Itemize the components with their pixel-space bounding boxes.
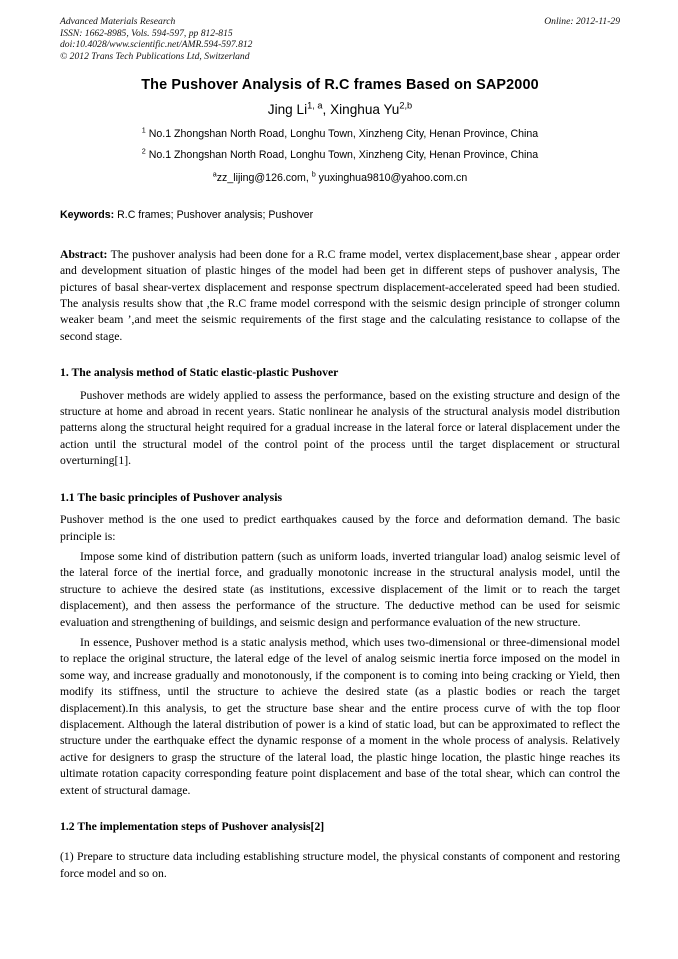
- keywords-line: [60, 208, 620, 223]
- journal-issn-line: ISSN: 1662-8985, Vols. 594-597, pp 812-815: [60, 27, 233, 39]
- page-title: The Pushover Analysis of R.C frames Based on SAP2000: [141, 76, 539, 93]
- section-1-2-paragraph-1: (1) Prepare to structure data including establishing structure model, the physical constants of component and restoring force model and so on.: [60, 850, 620, 880]
- journal-doi-line: doi:10.4028/www.scientific.net/AMR.594-597.812: [60, 39, 253, 51]
- keywords-label: Keywords:: [60, 208, 115, 221]
- abstract-text: The pushover analysis had been done for a R.C frame model, vertex displacement,base shear , appear order and development situation of plastic hinges of the model had been get in different steps of pushover analysis, The pictures of basal shear-vertex displacement and response spectrum displacement-accelerated speed had been studied. The analysis results show that ,the R.C frame model correspond with the seismic design principle of stronger column weaker beam ’,and meet the seismic requirements of the first stage and the calculating resistance to collapse of the second stage.: [60, 247, 620, 343]
- journal-header-left: [60, 16, 480, 63]
- affiliation-1: [60, 126, 620, 142]
- section-1-2-heading: [60, 819, 620, 835]
- author-emails: [60, 170, 620, 186]
- section-1-1-paragraph-1: Pushover method is the one used to predict earthquakes caused by the force and deformation demand. The basic principle is:: [60, 513, 620, 543]
- affiliation-2-text: No.1 Zhongshan North Road, Longhu Town, Xinzheng City, Henan Province, China: [145, 148, 539, 161]
- abstract-block: [60, 247, 620, 345]
- section-1-heading: 1. The analysis method of Static elastic-plastic Pushover: [60, 366, 339, 380]
- affiliation-2-marker: 2: [141, 146, 146, 156]
- author-1-name: Jing Li: [267, 101, 308, 117]
- section-1-1-paragraph-3: In essence, Pushover method is a static analysis method, which uses two-dimensional or three-dimensional model to replace the original structure, the lateral edge of the level of analog seismic inertia force imposed on the model in some way, and increase gradually and monotonously, if the component is to coming into being cracking or Yield, then modify its stiffness, until the structure to achieve the desired state (as a plastic bodies or reach the target displacement).In this analysis, to get the structure base shear and the entire process curve of with the top floor displacement. Although the lateral distribution of power is a kind of static load, but can be approximated to reflect the structure under the earthquake effect the dynamic response of a moment in the whole process of analysis. Relatively active for designers to grasp the structure of the lateral load, the plastic hinge location, the plastic hinge reaches its ultimate rotation capacity corresponding feature point displacement and base of the total shear, which can control the extent of structural damage.: [60, 635, 620, 797]
- journal-header: [60, 16, 620, 63]
- section-1-1-paragraph-2: Impose some kind of distribution pattern (such as uniform loads, inverted triangular load) analog seismic level of the lateral force of the inertial force, and gradually monotonic increase in the structural analysis model, until the structure to achieve the desired state (as institutions, excessive displacement of the limit or to reach the target displacement), and then assess the performance of the structure. The deductive method can be used for seismic evaluation and strengthening of buildings, and seismic design and performance evaluation of the new structure.: [60, 549, 620, 629]
- email-b-marker: b: [311, 169, 316, 179]
- author-1-superscript: 1, a: [307, 100, 323, 111]
- section-1-1-heading: 1.1 The basic principles of Pushover analysis: [60, 490, 282, 504]
- email-author-2: yuxinghua9810@yahoo.com.cn: [315, 171, 468, 184]
- author-separator: ,: [322, 101, 331, 117]
- section-1-2-heading-text: 1.2 The implementation steps of Pushover analysis: [60, 820, 311, 833]
- section-1-paragraph-1: Pushover methods are widely applied to assess the performance, based on the existing structure and design of the structure at home and abroad in recent years. Static nonlinear he analysis of the structural analysis model distribution patterns along the structural height required for a gradual increase in the lateral force or lateral displacement under the action until the structural model of the control point of the process until the target displacement or structural overturning[1].: [60, 388, 620, 468]
- author-2-superscript: 2,b: [399, 100, 413, 111]
- affiliation-1-marker: 1: [141, 125, 146, 135]
- keywords-value: R.C frames; Pushover analysis; Pushover: [114, 208, 314, 221]
- journal-name: Advanced Materials Research: [60, 16, 176, 27]
- journal-copyright-line: © 2012 Trans Tech Publications Ltd, Switzerland: [60, 51, 250, 63]
- author-list: [60, 101, 620, 119]
- affiliation-2: [60, 147, 620, 163]
- author-2-name: Xinghua Yu: [330, 101, 400, 117]
- abstract-label: Abstract:: [60, 247, 108, 261]
- section-1-2-reference: [2]: [310, 820, 325, 833]
- online-publication-date: Online: 2012-11-29: [544, 16, 620, 27]
- email-a-marker: a: [212, 169, 217, 179]
- email-author-1: zz_lijing@126.com,: [216, 171, 312, 184]
- title-block: [60, 76, 620, 186]
- affiliation-1-text: No.1 Zhongshan North Road, Longhu Town, Xinzheng City, Henan Province, China: [145, 127, 539, 140]
